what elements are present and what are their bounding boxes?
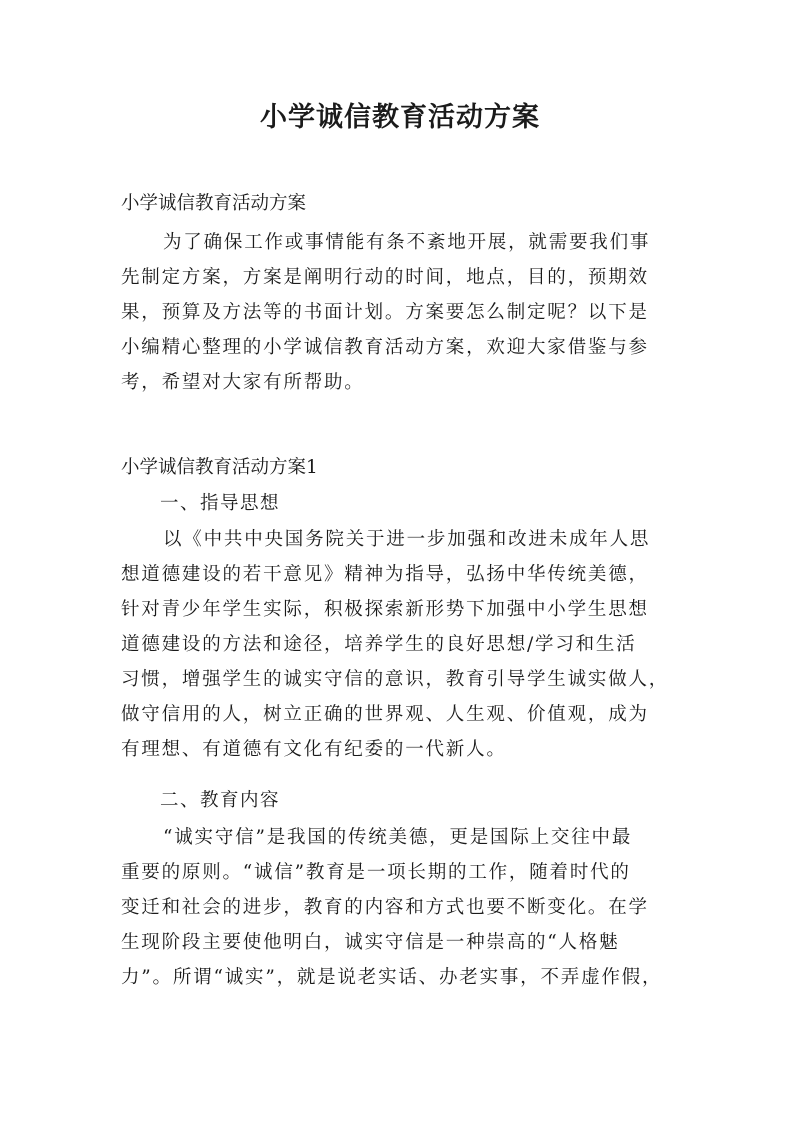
intro-label: 小学诚信教育活动方案	[121, 193, 307, 214]
paragraph-line: 以《中共中央国务院关于进一步加强和改进未成年人思	[163, 529, 651, 550]
paragraph-line: 生现阶段主要使他明白，诚实守信是一种崇高的“人格魅	[121, 932, 620, 953]
education-content-paragraph	[121, 820, 681, 995]
document-title: 小学诚信教育活动方案	[260, 102, 540, 133]
intro-line: 先制定方案，方案是阐明行动的时间，地点，目的，预期效	[121, 267, 649, 288]
paragraph-line: 力”。所谓“诚实”，就是说老实话、办老实事，不弄虚作假，	[121, 967, 663, 988]
paragraph-line: “诚实守信”是我国的传统美德，更是国际上交往中最	[163, 827, 633, 848]
paragraph-line: 做守信用的人，树立正确的世界观、人生观、价值观，成为	[121, 704, 649, 725]
intro-paragraph	[121, 225, 681, 400]
section-label: 小学诚信教育活动方案1	[121, 457, 318, 478]
paragraph-line: 道德建设的方法和途径，培养学生的良好思想/学习和生活	[121, 634, 637, 655]
guiding-thought-paragraph	[121, 522, 681, 767]
paragraph-line: 习惯，增强学生的诚实守信的意识，教育引导学生诚实做人，	[121, 669, 670, 690]
paragraph-line: 针对青少年学生实际，积极探索新形势下加强中小学生思想	[121, 599, 649, 620]
intro-line: 考，希望对大家有所帮助。	[121, 372, 365, 393]
paragraph-line: 重要的原则。“诚信”教育是一项长期的工作，随着时代的	[121, 862, 631, 883]
paragraph-line: 想道德建设的若干意见》精神为指导，弘扬中华传统美德，	[121, 564, 649, 585]
intro-line: 为了确保工作或事情能有条不紊地开展，就需要我们事	[163, 232, 651, 253]
intro-line: 小编精心整理的小学诚信教育活动方案，欢迎大家借鉴与参	[121, 337, 649, 358]
section-heading-guiding-thought: 一、指导思想	[160, 493, 281, 514]
intro-line: 果，预算及方法等的书面计划。方案要怎么制定呢？以下是	[121, 302, 649, 323]
paragraph-line: 有理想、有道德有文化有纪委的一代新人。	[121, 739, 507, 760]
paragraph-line: 变迁和社会的进步，教育的内容和方式也要不断变化。在学	[121, 897, 649, 918]
section-heading-education-content: 二、教育内容	[160, 790, 281, 811]
